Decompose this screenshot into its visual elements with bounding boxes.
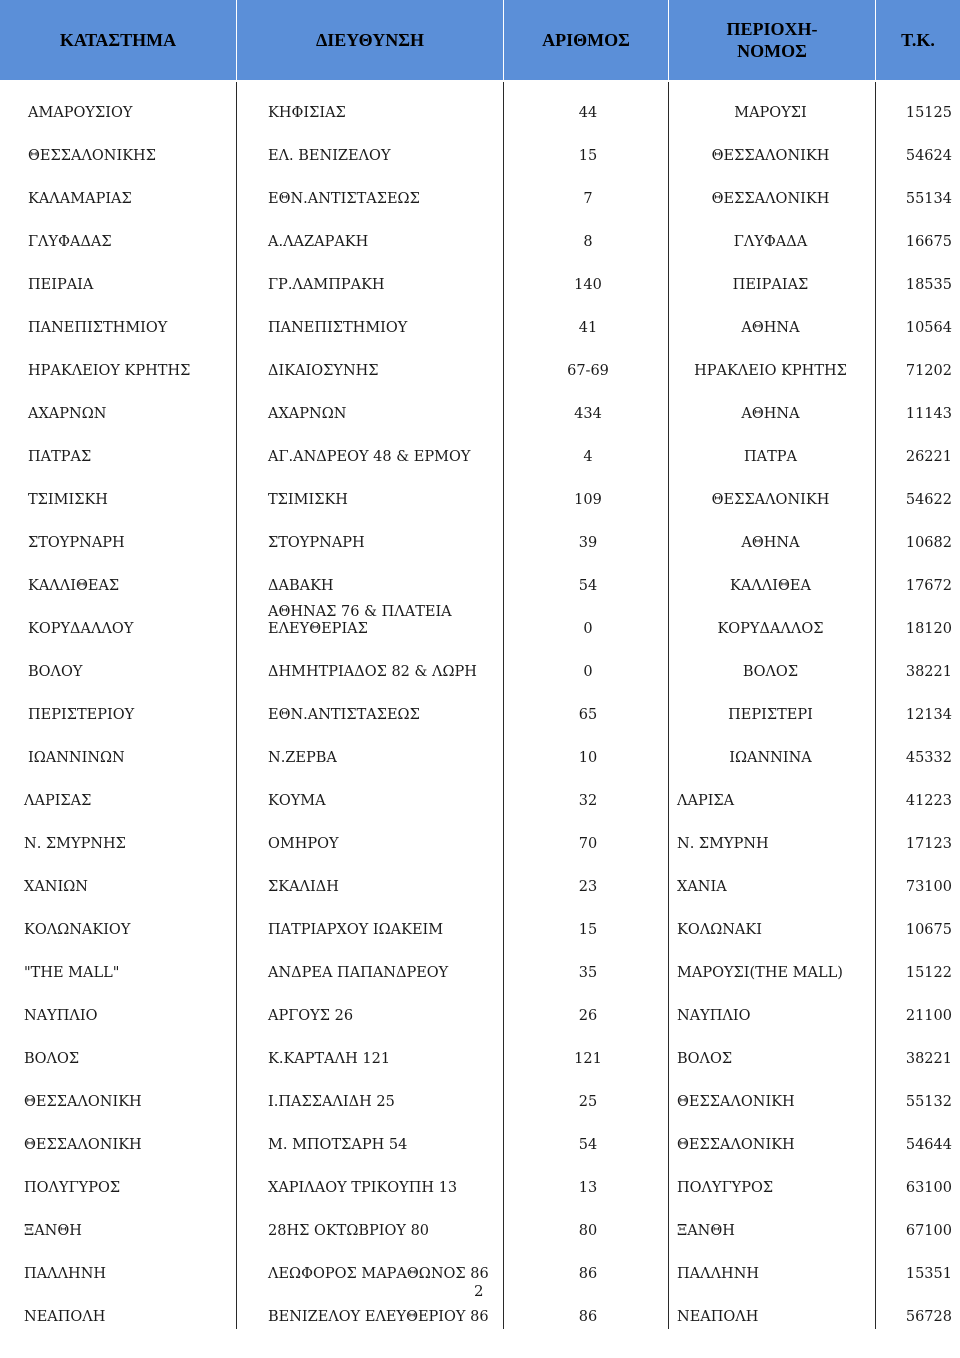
number-cell: 0 (583, 621, 593, 637)
area-cell: ΝΑΥΠΛΙΟ (677, 1008, 751, 1024)
table-row (0, 125, 960, 168)
area-cell: ΜΑΡΟΥΣΙ (734, 105, 807, 121)
zip-cell: 18535 (905, 277, 952, 293)
number-cell: 54 (578, 578, 598, 594)
area-cell: Ν. ΣΜΥΡΝΗ (677, 836, 769, 852)
area-cell: ΘΕΣΣΑΛΟΝΙΚΗ (711, 191, 830, 207)
area-cell: ΠΕΡΙΣΤΕΡΙ (728, 707, 813, 723)
zip-cell: 54644 (905, 1137, 952, 1153)
store-cell: "THE MALL" (24, 965, 120, 981)
number-cell: 39 (578, 535, 598, 551)
zip-cell: 55134 (905, 191, 952, 207)
zip-cell: 15122 (905, 965, 952, 981)
zip-cell: 10564 (905, 320, 952, 336)
area-cell: ΚΑΛΛΙΘΕΑ (730, 578, 811, 594)
store-cell: ΝΕΑΠΟΛΗ (24, 1309, 106, 1325)
zip-cell: 15125 (905, 105, 952, 121)
header-number: ΑΡΙΘΜΟΣ (542, 30, 630, 50)
area-cell: ΚΟΡΥΔΑΛΛΟΣ (717, 621, 824, 637)
zip-cell: 38221 (905, 664, 952, 680)
store-cell: ΠΑΝΕΠΙΣΤΗΜΙΟΥ (28, 320, 168, 336)
store-cell: ΞΑΝΘΗ (24, 1223, 82, 1239)
address-cell: ΧΑΡΙΛΑΟΥ ΤΡΙΚΟΥΠΗ 13 (268, 1180, 458, 1196)
store-cell: ΚΟΡΥΔΑΛΛΟΥ (28, 621, 134, 637)
zip-cell: 10675 (905, 922, 952, 938)
table-row (0, 1071, 960, 1114)
table-header (0, 0, 960, 80)
store-cell: ΠΟΛΥΓΥΡΟΣ (24, 1180, 121, 1196)
store-cell: ΘΕΣΣΑΛΟΝΙΚΗΣ (28, 148, 156, 164)
table-row (0, 1200, 960, 1243)
address-cell: ΕΛ. ΒΕΝΙΖΕΛΟΥ (268, 148, 391, 164)
header-address: ΔΙΕΥΘΥΝΣΗ (316, 30, 424, 50)
store-cell: ΠΑΤΡΑΣ (28, 449, 92, 465)
number-cell: 44 (578, 105, 598, 121)
store-cell: ΛΑΡΙΣΑΣ (24, 793, 92, 809)
zip-cell: 26221 (905, 449, 952, 465)
table-row (0, 211, 960, 254)
table-row (0, 168, 960, 211)
store-cell: ΧΑΝΙΩΝ (24, 879, 88, 895)
zip-cell: 18120 (905, 621, 952, 637)
number-cell: 86 (578, 1266, 598, 1282)
number-cell: 67-69 (567, 363, 609, 379)
address-cell: ΚΟΥΜΑ (268, 793, 326, 809)
table-row (0, 1028, 960, 1071)
area-cell: ΘΕΣΣΑΛΟΝΙΚΗ (711, 148, 830, 164)
store-cell: Ν. ΣΜΥΡΝΗΣ (24, 836, 126, 852)
number-cell: 121 (574, 1051, 602, 1067)
table-row (0, 469, 960, 512)
area-cell: ΛΑΡΙΣΑ (677, 793, 735, 809)
area-cell: ΗΡΑΚΛΕΙΟ ΚΡΗΤΗΣ (694, 363, 847, 379)
address-cell: ΔΑΒΑΚΗ (268, 578, 334, 594)
address-cell: ΕΘΝ.ΑΝΤΙΣΤΑΣΕΩΣ (268, 707, 420, 723)
table-row (0, 512, 960, 555)
area-cell: ΠΕΙΡΑΙΑΣ (732, 277, 809, 293)
store-cell: ΝΑΥΠΛΙΟ (24, 1008, 98, 1024)
address-cell: ΑΝΔΡΕΑ ΠΑΠΑΝΔΡΕΟΥ (268, 965, 449, 981)
address-cell: ΛΕΩΦΟΡΟΣ ΜΑΡΑΘΩΝΟΣ 86 (268, 1266, 489, 1282)
number-cell: 15 (578, 922, 598, 938)
address-cell: ΑΧΑΡΝΩΝ (268, 406, 347, 422)
area-cell: ΑΘΗΝΑ (741, 535, 800, 551)
table-row (0, 942, 960, 985)
store-cell: ΠΑΛΛΗΝΗ (24, 1266, 107, 1282)
number-cell: 4 (583, 449, 593, 465)
number-cell: 32 (578, 793, 598, 809)
store-cell: ΓΛΥΦΑΔΑΣ (28, 234, 112, 250)
zip-cell: 54624 (905, 148, 952, 164)
zip-cell: 73100 (905, 879, 952, 895)
address-cell: Κ.ΚΑΡΤΑΛΗ 121 (268, 1051, 391, 1067)
area-cell: ΙΩΑΝΝΙΝΑ (729, 750, 812, 766)
table-row (0, 985, 960, 1028)
area-cell: ΠΑΛΛΗΝΗ (677, 1266, 760, 1282)
address-cell: Ι.ΠΑΣΣΑΛΙΔΗ 25 (268, 1094, 395, 1110)
zip-cell: 55132 (905, 1094, 952, 1110)
area-cell: ΞΑΝΘΗ (677, 1223, 735, 1239)
number-cell: 80 (578, 1223, 598, 1239)
store-cell: ΤΣΙΜΙΣΚΗ (28, 492, 108, 508)
area-cell: ΑΘΗΝΑ (741, 320, 800, 336)
address-cell: Μ. ΜΠΟΤΣΑΡΗ 54 (268, 1137, 408, 1153)
number-cell: 65 (578, 707, 598, 723)
number-cell: 434 (574, 406, 602, 422)
zip-cell: 63100 (905, 1180, 952, 1196)
number-cell: 8 (583, 234, 593, 250)
table-row (0, 1243, 960, 1286)
zip-cell: 45332 (905, 750, 952, 766)
area-cell: ΓΛΥΦΑΔΑ (733, 234, 808, 250)
table-row (0, 297, 960, 340)
zip-cell: 10682 (905, 535, 952, 551)
table-row (0, 1157, 960, 1200)
address-cell: ΔΙΚΑΙΟΣΥΝΗΣ (268, 363, 379, 379)
address-cell: ΣΤΟΥΡΝΑΡΗ (268, 535, 365, 551)
address-cell: Ν.ΖΕΡΒΑ (268, 750, 337, 766)
zip-cell: 38221 (905, 1051, 952, 1067)
table-row (0, 899, 960, 942)
zip-cell: 56728 (905, 1309, 952, 1325)
number-cell: 140 (574, 277, 602, 293)
zip-cell: 41223 (905, 793, 952, 809)
number-cell: 7 (583, 191, 593, 207)
address-cell: ΟΜΗΡΟΥ (268, 836, 339, 852)
table-row (0, 82, 960, 125)
table-row (0, 555, 960, 598)
zip-cell: 17672 (905, 578, 952, 594)
address-cell: Α.ΛΑΖΑΡΑΚΗ (268, 234, 369, 250)
table-row (0, 856, 960, 899)
address-cell: ΑΡΓΟΥΣ 26 (268, 1008, 354, 1024)
area-cell: ΒΟΛΟΣ (677, 1051, 733, 1067)
store-cell: ΒΟΛΟΥ (28, 664, 83, 680)
store-cell: ΘΕΣΣΑΛΟΝΙΚΗ (24, 1137, 142, 1153)
area-cell: ΘΕΣΣΑΛΟΝΙΚΗ (677, 1137, 795, 1153)
table-row (0, 684, 960, 727)
table-row (0, 340, 960, 383)
area-cell: ΘΕΣΣΑΛΟΝΙΚΗ (677, 1094, 795, 1110)
number-cell: 13 (578, 1180, 598, 1196)
zip-cell: 16675 (905, 234, 952, 250)
address-cell: ΤΣΙΜΙΣΚΗ (268, 492, 348, 508)
zip-cell: 67100 (905, 1223, 952, 1239)
number-cell: 23 (578, 879, 598, 895)
address-cell: ΑΓ.ΑΝΔΡΕΟΥ 48 & ΕΡΜΟΥ (268, 449, 471, 465)
address-cell: ΓΡ.ΛΑΜΠΡΑΚΗ (268, 277, 385, 293)
address-cell: ΑΘΗΝΑΣ 76 & ΠΛΑΤΕΙΑ ΕΛΕΥΘΕΡΙΑΣ (268, 604, 452, 637)
header-zip: Τ.Κ. (901, 30, 935, 50)
store-cell: ΙΩΑΝΝΙΝΩΝ (28, 750, 125, 766)
zip-cell: 11143 (905, 406, 952, 422)
number-cell: 0 (583, 664, 593, 680)
area-cell: ΧΑΝΙΑ (677, 879, 727, 895)
zip-cell: 21100 (905, 1008, 952, 1024)
store-cell: ΒΟΛΟΣ (24, 1051, 80, 1067)
area-cell: ΒΟΛΟΣ (742, 664, 799, 680)
store-cell: ΑΜΑΡΟΥΣΙΟΥ (28, 105, 133, 121)
address-cell: 28ΗΣ ΟΚΤΩΒΡΙΟΥ 80 (268, 1223, 430, 1239)
table-row (0, 254, 960, 297)
zip-cell: 17123 (905, 836, 952, 852)
address-cell: ΠΑΝΕΠΙΣΤΗΜΙΟΥ (268, 320, 408, 336)
store-cell: ΣΤΟΥΡΝΑΡΗ (28, 535, 125, 551)
zip-cell: 54622 (905, 492, 952, 508)
area-cell: ΑΘΗΝΑ (741, 406, 800, 422)
area-cell: ΚΟΛΩΝΑΚΙ (677, 922, 762, 938)
area-cell: ΠΟΛΥΓΥΡΟΣ (677, 1180, 774, 1196)
area-cell: ΝΕΑΠΟΛΗ (677, 1309, 759, 1325)
address-cell: ΔΗΜΗΤΡΙΑΔΟΣ 82 & ΛΩΡΗ (268, 664, 477, 680)
table-row (0, 727, 960, 770)
store-cell: ΚΟΛΩΝΑΚΙΟΥ (24, 922, 131, 938)
address-cell: ΣΚΑΛΙΔΗ (268, 879, 339, 895)
table-row (0, 641, 960, 684)
number-cell: 26 (578, 1008, 598, 1024)
area-cell: ΜΑΡΟΥΣΙ(THE MALL) (677, 965, 843, 981)
header-store: ΚΑΤΑΣΤΗΜΑ (59, 30, 177, 50)
store-cell: ΗΡΑΚΛΕΙΟΥ ΚΡΗΤΗΣ (28, 363, 191, 379)
address-cell: ΕΘΝ.ΑΝΤΙΣΤΑΣΕΩΣ (268, 191, 420, 207)
address-cell: ΚΗΦΙΣΙΑΣ (268, 105, 346, 121)
area-cell: ΠΑΤΡΑ (743, 449, 797, 465)
table-row (0, 813, 960, 856)
number-cell: 10 (578, 750, 598, 766)
address-cell: ΠΑΤΡΙΑΡΧΟΥ ΙΩΑΚΕΙΜ (268, 922, 444, 938)
store-cell: ΚΑΛΑΜΑΡΙΑΣ (28, 191, 132, 207)
number-cell: 15 (578, 148, 598, 164)
number-cell: 109 (574, 492, 602, 508)
store-cell: ΠΕΙΡΑΙΑ (28, 277, 94, 293)
store-cell: ΚΑΛΛΙΘΕΑΣ (28, 578, 120, 594)
store-cell: ΑΧΑΡΝΩΝ (28, 406, 107, 422)
header-area: ΠΕΡΙΟΧΗ- ΝΟΜΟΣ (726, 19, 818, 61)
number-cell: 70 (578, 836, 598, 852)
number-cell: 54 (578, 1137, 598, 1153)
table-row (0, 770, 960, 813)
table-row (0, 426, 960, 469)
address-cell: ΒΕΝΙΖΕΛΟΥ ΕΛΕΥΘΕΡΙΟΥ 86 (268, 1309, 489, 1325)
table-row (0, 383, 960, 426)
page-number: 2 (474, 1282, 484, 1300)
store-cell: ΘΕΣΣΑΛΟΝΙΚΗ (24, 1094, 142, 1110)
store-cell: ΠΕΡΙΣΤΕΡΙΟΥ (28, 707, 135, 723)
number-cell: 41 (578, 320, 598, 336)
number-cell: 25 (578, 1094, 598, 1110)
number-cell: 35 (578, 965, 598, 981)
number-cell: 86 (578, 1309, 598, 1325)
area-cell: ΘΕΣΣΑΛΟΝΙΚΗ (711, 492, 830, 508)
table-row (0, 1114, 960, 1157)
zip-cell: 71202 (905, 363, 952, 379)
zip-cell: 12134 (905, 707, 952, 723)
zip-cell: 15351 (905, 1266, 952, 1282)
table-row (0, 598, 960, 641)
